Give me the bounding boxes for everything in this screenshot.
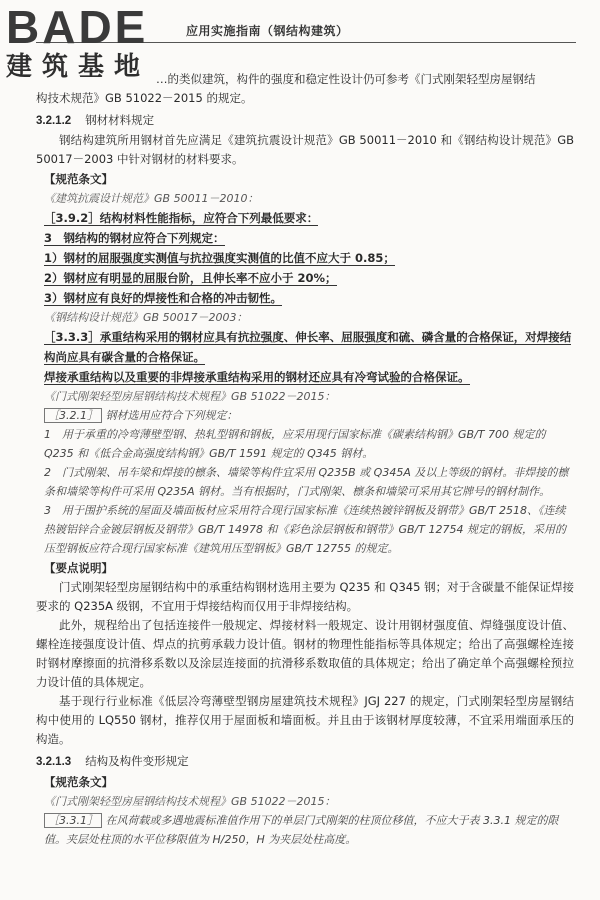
item-text: 3 钢结构的钢材应符合下列规定： bbox=[44, 231, 225, 245]
section-title: 钢材材料规定 bbox=[85, 113, 155, 127]
section-heading-3213 bbox=[36, 751, 574, 772]
source-citation: 《门式刚架轻型房屋钢结构技术规程》GB 51022－2015： bbox=[44, 795, 336, 808]
section-heading-3212 bbox=[36, 110, 574, 131]
spec-label: 【规范条文】 bbox=[44, 775, 113, 789]
explain-label: 【要点说明】 bbox=[44, 561, 113, 575]
item-text: 1）钢材的屈服强度实测值与抗拉强度实测值的比值不应大于 0.85； bbox=[44, 251, 395, 265]
section-number: 3.2.1.2 bbox=[36, 115, 72, 127]
clause-text: 焊接承重结构以及重要的非焊接承重结构采用的钢材还应具有冷弯试验的合格保证。 bbox=[44, 370, 470, 384]
clause-number: ［3.3.3］ bbox=[44, 330, 100, 344]
item-text: 2）钢材应有明显的屈服台阶，且伸长率不应小于 20%； bbox=[44, 271, 337, 285]
page-body bbox=[36, 70, 574, 849]
clause-continuation bbox=[36, 367, 574, 387]
running-title: 应用实施指南（钢结构建筑） bbox=[186, 24, 349, 38]
clause-text: 承重结构采用的钢材应具有抗拉强度、伸长率、屈服强度和硫、磷含量的合格保证，对焊接结构尚应具有碳含量的合格保证。 bbox=[44, 330, 572, 364]
clause-3-3-3 bbox=[36, 327, 574, 367]
intro-line-1: …的类似建筑，构件的强度和稳定性设计仍可参考《门式刚架轻型房屋钢结 bbox=[156, 72, 536, 86]
clause-text: 钢材选用应符合下列规定： bbox=[105, 409, 238, 422]
watermark-logo bbox=[6, 1, 196, 82]
clause-text: 结构材料性能指标，应符合下列最低要求： bbox=[99, 211, 319, 225]
clause-item bbox=[36, 248, 574, 268]
paragraph: 钢结构建筑所用钢材首先应满足《建筑抗震设计规范》GB 50011－2010 和《钢结构设计规范》GB 50017－2003 中针对钢材的材料要求。 bbox=[36, 133, 574, 166]
section-number: 3.2.1.3 bbox=[36, 756, 72, 768]
clause-item: 3 用于围护系统的屋面及墙面板材应采用符合现行国家标准《连续热镀锌钢板及钢带》GB/T 2518、《连续热镀铝锌合金镀层钢板及钢带》GB/T 14978 和《彩色涂层钢板和钢带》GB/T 12754 规定的钢板，采用的压型钢板应符合现行国家标准《建筑用压型钢板》GB/T 12755 的规定。 bbox=[44, 504, 566, 555]
item-text: 3）钢材应有良好的焊接性和合格的冲击韧性。 bbox=[44, 291, 282, 305]
paragraph: 门式刚架轻型房屋钢结构中的承重结构钢材选用主要为 Q235 和 Q345 钢；对于含碳量不能保证焊接要求的 Q235A 级钢，不宜用于焊接结构而仅用于非焊接结构。 bbox=[36, 580, 574, 613]
source-citation: 《建筑抗震设计规范》GB 50011－2010： bbox=[44, 192, 259, 205]
clause-3-2-1 bbox=[36, 406, 574, 425]
clause-3-3-1 bbox=[36, 811, 574, 849]
clause-item bbox=[36, 228, 574, 248]
logo-brand: BADE bbox=[6, 1, 149, 53]
clause-item: 2 门式刚架、吊车梁和焊接的檩条、墙梁等构件宜采用 Q235B 或 Q345A 及以上等级的钢材。非焊接的檩条和墙梁等构件可采用 Q235A 钢材。当有根据时，门式刚架、檩条和墙梁可采用其它牌号的钢材制作。 bbox=[44, 466, 569, 498]
clause-number: ［3.2.1］ bbox=[44, 408, 102, 423]
clause-item: 1 用于承重的冷弯薄壁型钢、热轧型钢和钢板，应采用现行国家标准《碳素结构钢》GB/T 700 规定的 Q235 和《低合金高强度结构钢》GB/T 1591 规定的 Q345 钢材。 bbox=[44, 428, 546, 460]
logo-subtitle: 建筑基地 bbox=[6, 52, 151, 82]
clause-item bbox=[36, 268, 574, 288]
section-title: 结构及构件变形规定 bbox=[85, 754, 189, 768]
clause-number: ［3.9.2］ bbox=[44, 211, 100, 225]
clause-item bbox=[36, 288, 574, 308]
source-citation: 《钢结构设计规范》GB 50017－2003： bbox=[44, 311, 248, 324]
source-citation: 《门式刚架轻型房屋钢结构技术规程》GB 51022－2015： bbox=[44, 390, 336, 403]
intro-line-2: 构技术规范》GB 51022－2015 的规定。 bbox=[36, 91, 253, 105]
clause-text: 在风荷载或多遇地震标准值作用下的单层门式刚架的柱顶位移值，不应大于表 3.3.1 规定的限值。夹层处柱顶的水平位移限值为 H/250，H 为夹层处柱高度。 bbox=[44, 814, 559, 846]
spec-label: 【规范条文】 bbox=[44, 172, 113, 186]
paragraph: 基于现行行业标准《低层冷弯薄壁型钢房屋建筑技术规程》JGJ 227 的规定，门式刚架轻型房屋钢结构中使用的 LQ550 钢材，推荐仅用于屋面板和墙面板。并且由于该钢材厚度较薄，不宜采用端面承压的构造。 bbox=[36, 694, 574, 746]
paragraph: 此外，规程给出了包括连接件一般规定、焊接材料一般规定、设计用钢材强度值、焊缝强度设计值、螺栓连接强度设计值、焊点的抗剪承载力设计值。钢材的物理性能指标等具体规定；给出了高强螺栓连接时钢材摩擦面的抗滑移系数以及涂层连接面的抗滑移系数取值的具体规定；给出了确定单个高强螺栓预拉力设计值的具体规定。 bbox=[36, 618, 574, 689]
clause-number: ［3.3.1］ bbox=[44, 813, 102, 828]
clause-3-9-2 bbox=[36, 208, 574, 228]
